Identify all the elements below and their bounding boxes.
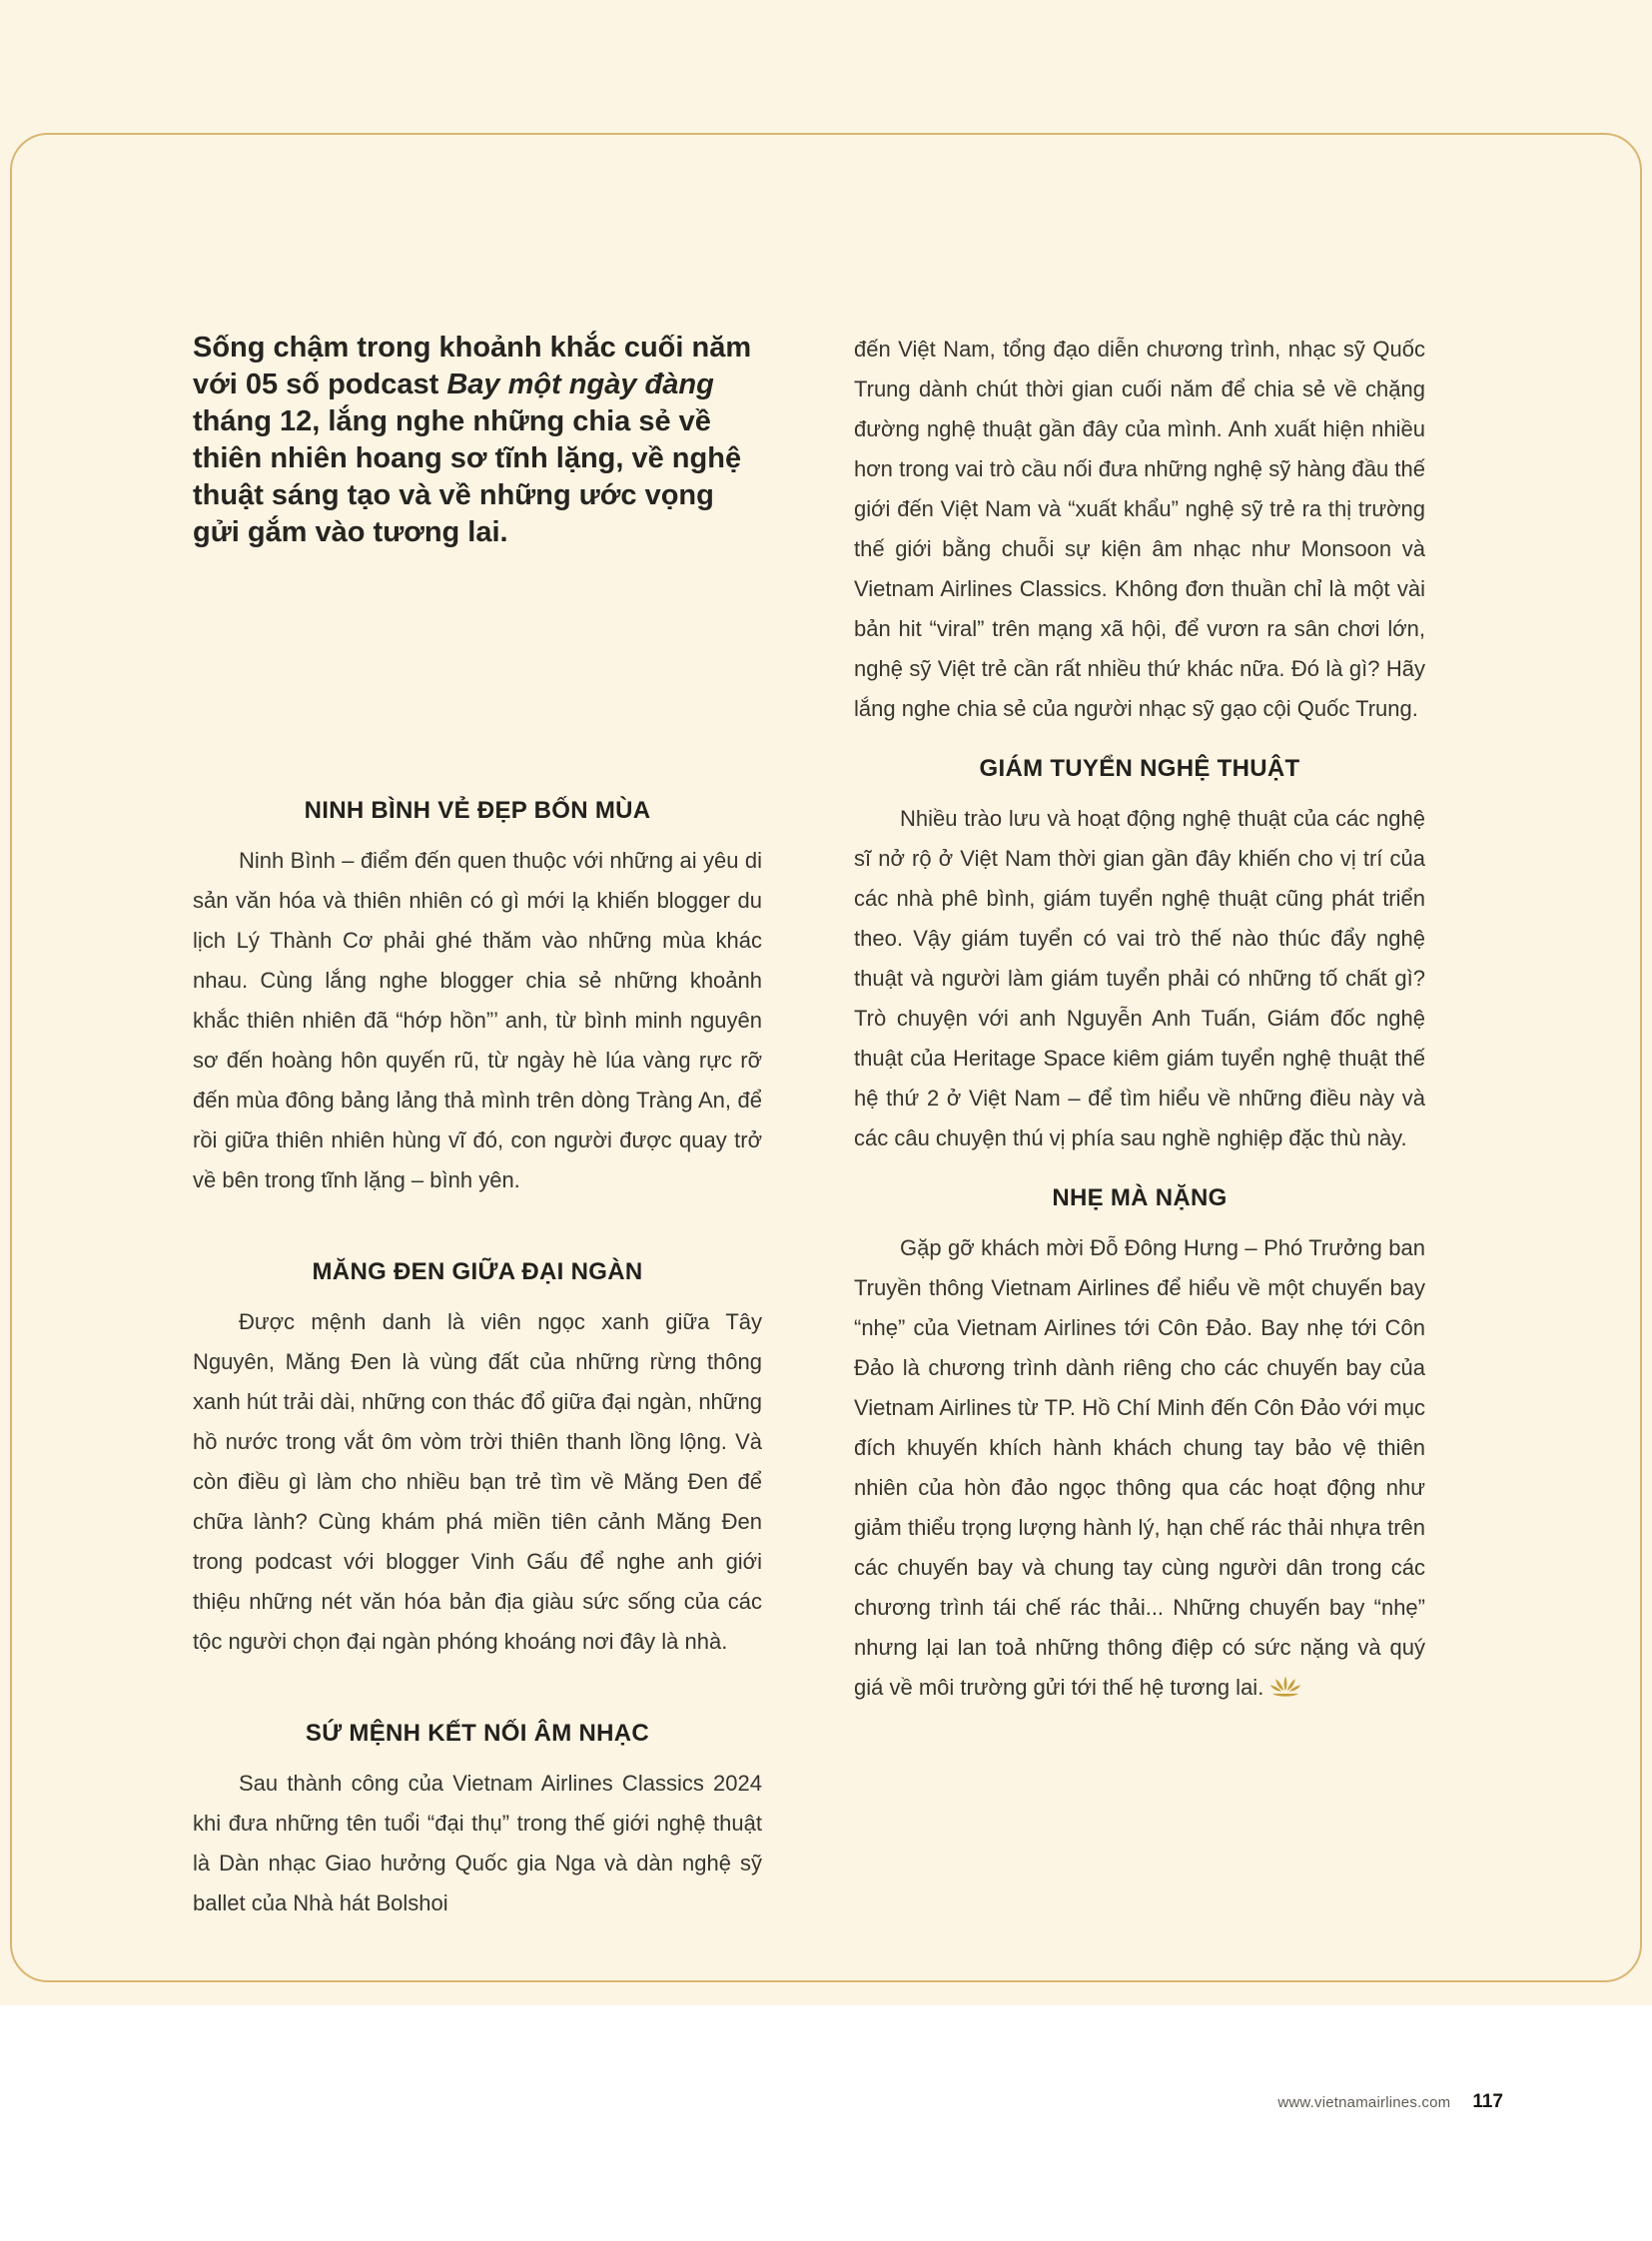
- section-heading-mang-den: MĂNG ĐEN GIỮA ĐẠI NGÀN: [312, 1258, 643, 1285]
- right-column: [854, 330, 1425, 1708]
- section-heading-giam-tuyen: GIÁM TUYỂN NGHỆ THUẬT: [979, 755, 1300, 782]
- lotus-end-icon: [1269, 1676, 1301, 1698]
- section-body-ninh-binh: Ninh Bình – điểm đến quen thuộc với những ai yêu di sản văn hóa và thiên nhiên có gì mới lạ khiến blogger du lịch Lý Thành Cơ phải ghé thăm vào những mùa khác nhau. Cùng lắng nghe blogger chia sẻ những khoảnh khắc thiên nhiên đã “hớp hồn”’ anh, từ bình minh nguyên sơ đến hoàng hôn quyến rũ, từ ngày hè lúa vàng rực rỡ đến mùa đông bảng lảng thả mình trên dòng Tràng An, để rồi giữa thiên nhiên hùng vĩ đó, con người được quay trở về bên trong tĩnh lặng – bình yên.: [193, 848, 762, 1192]
- continuation-paragraph: đến Việt Nam, tổng đạo diễn chương trình, nhạc sỹ Quốc Trung dành chút thời gian cuối năm để chia sẻ về chặng đường nghệ thuật gần đây của mình. Anh xuất hiện nhiều hơn trong vai trò cầu nối đưa những nghệ sỹ hàng đầu thế giới đến Việt Nam và “xuất khẩu” nghệ sỹ trẻ ra thị trường thế giới bằng chuỗi sự kiện âm nhạc như Monsoon và Vietnam Airlines Classics. Không đơn thuần chỉ là một vài bản hit “viral” trên mạng xã hội, để vươn ra sân chơi lớn, nghệ sỹ Việt trẻ cần rất nhiều thứ khác nữa. Đó là gì? Hãy lắng nghe chia sẻ của người nhạc sỹ gạo cội Quốc Trung.: [854, 337, 1425, 721]
- page-number: 117: [1472, 2091, 1503, 2112]
- website-link[interactable]: www.vietnamairlines.com: [1277, 2094, 1451, 2111]
- section-heading-nhe-ma-nang: NHẸ MÀ NẶNG: [1052, 1184, 1228, 1211]
- left-column: [193, 330, 762, 1923]
- intro-podcast-title: Bay một ngày đàng: [446, 369, 714, 400]
- intro-paragraph: [193, 330, 762, 551]
- section-body-nhe-ma-nang: [854, 1228, 1425, 1708]
- intro-text-2: tháng 12, lắng nghe những chia sẻ về thiên nhiên hoang sơ tĩnh lặng, về nghệ thuật sáng tạo và về những ước vọng gửi gắm vào tương lai.: [193, 405, 742, 548]
- page-footer: [1277, 2091, 1503, 2113]
- section-heading-su-menh: SỨ MỆNH KẾT NỐI ÂM NHẠC: [305, 1720, 650, 1747]
- section-heading-ninh-binh: NINH BÌNH VẺ ĐẸP BỐN MÙA: [304, 797, 651, 824]
- section-body-su-menh: Sau thành công của Vietnam Airlines Classics 2024 khi đưa những tên tuổi “đại thụ” trong thế giới nghệ thuật là Dàn nhạc Giao hưởng Quốc gia Nga và dàn nghệ sỹ ballet của Nhà hát Bolshoi: [193, 1771, 762, 1915]
- intro-text-1: Sống chậm trong khoảnh khắc cuối năm với 05 số podcast: [193, 332, 752, 400]
- body-text: Gặp gỡ khách mời Đỗ Đông Hưng – Phó Trưởng ban Truyền thông Vietnam Airlines để hiểu về một chuyến bay “nhẹ” của Vietnam Airlines tới Côn Đảo. Bay nhẹ tới Côn Đảo là chương trình dành riêng cho các chuyến bay của Vietnam Airlines từ TP. Hồ Chí Minh đến Côn Đảo với mục đích khuyến khích hành khách chung tay bảo vệ thiên nhiên của hòn đảo ngọc thông qua các hoạt động như giảm thiểu trọng lượng hành lý, hạn chế rác thải nhựa trên các chuyến bay và chung tay cùng người dân trong các chương trình tái chế rác thải... Những chuyến bay “nhẹ” nhưng lại lan toả những thông điệp có sức nặng và quý giá về môi trường gửi tới thế hệ tương lai.: [854, 1235, 1425, 1700]
- section-body-giam-tuyen: Nhiều trào lưu và hoạt động nghệ thuật của các nghệ sĩ nở rộ ở Việt Nam thời gian gần đây khiến cho vị trí của các nhà phê bình, giám tuyển nghệ thuật cũng phát triển theo. Vậy giám tuyển có vai trò thế nào thúc đẩy nghệ thuật và người làm giám tuyển phải có những tố chất gì? Trò chuyện với anh Nguyễn Anh Tuấn, Giám đốc nghệ thuật của Heritage Space kiêm giám tuyển nghệ thuật thế hệ thứ 2 ở Việt Nam – để tìm hiểu về những điều này và các câu chuyện thú vị phía sau nghề nghiệp đặc thù này.: [854, 806, 1425, 1150]
- section-body-mang-den: Được mệnh danh là viên ngọc xanh giữa Tây Nguyên, Măng Đen là vùng đất của những rừng thông xanh hút trải dài, những con thác đổ giữa đại ngàn, những hồ nước trong vắt ôm vòm trời thiên thanh lồng lộng. Và còn điều gì làm cho nhiều bạn trẻ tìm về Măng Đen để chữa lành? Cùng khám phá miền tiên cảnh Măng Đen trong podcast với blogger Vinh Gấu để nghe anh giới thiệu những nét văn hóa bản địa giàu sức sống của các tộc người chọn đại ngàn phóng khoáng nơi đây là nhà.: [193, 1309, 762, 1654]
